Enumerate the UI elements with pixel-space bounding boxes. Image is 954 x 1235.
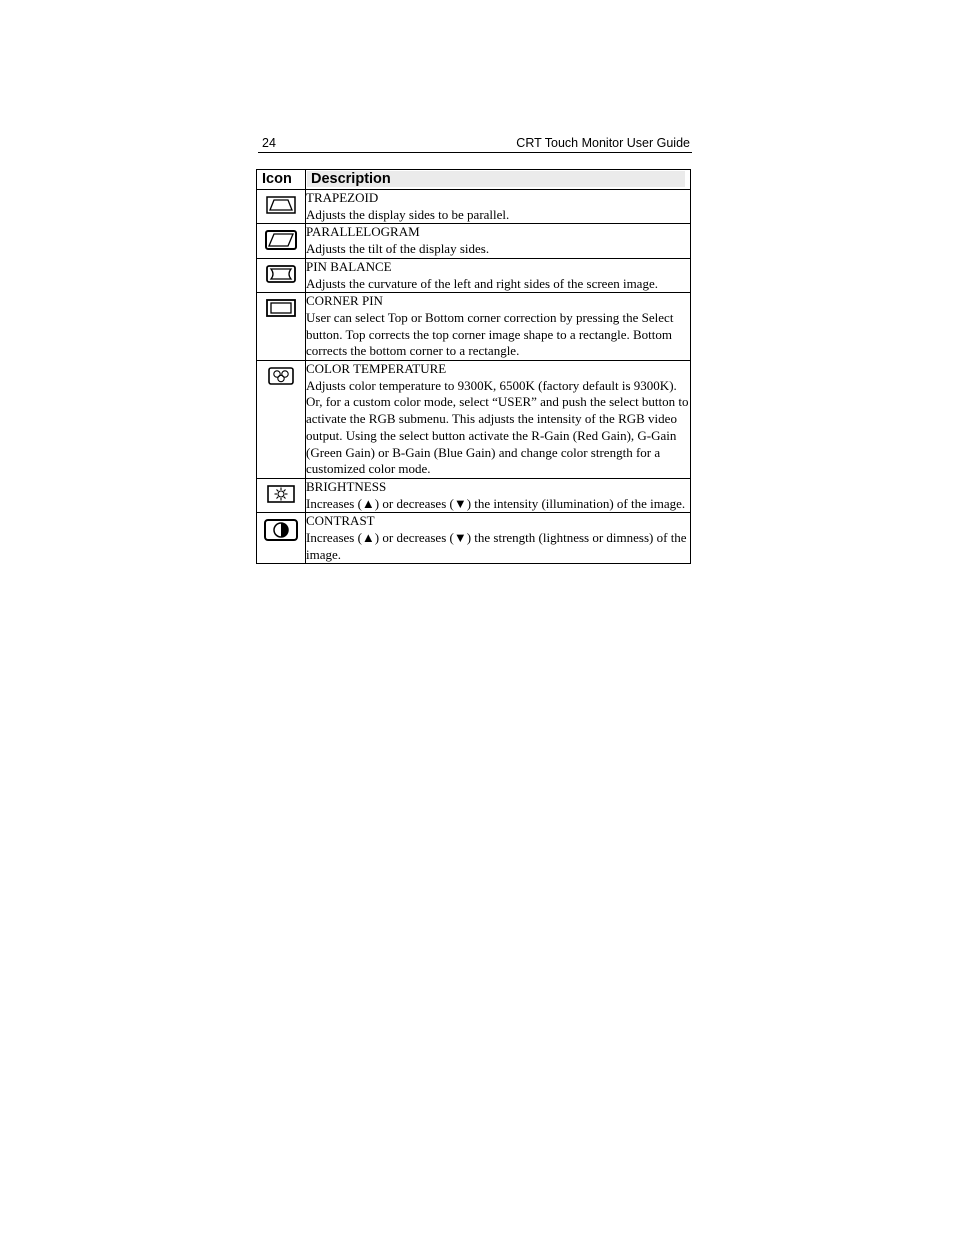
- setting-description: Adjusts the curvature of the left and right sides of the screen image.: [306, 275, 658, 291]
- icon-cell: [257, 258, 306, 292]
- table-row: [257, 361, 691, 479]
- color-temperature-icon: [268, 367, 294, 385]
- setting-description: User can select Top or Bottom corner correction by pressing the Select button. Top corrects the top corner image shape to a rectangle. Bottom corrects the bottom corner to a rectangle.: [306, 309, 674, 359]
- brightness-icon: [267, 485, 295, 503]
- setting-description: Adjusts color temperature to 9300K, 6500K (factory default is 9300K). Or, for a custom color mode, select “USER” and push the select button to activate the RGB submenu. This adjusts the intensity of the RGB video output. Using the select button activate the R-Gain (Red Gain), G-Gain (Green Gain) or B-Gain (Blue Gain) and change color strength for a customized color mode.: [306, 377, 689, 477]
- page-number: 24: [262, 136, 276, 150]
- icon-cell: [257, 293, 306, 361]
- table-row: [257, 293, 691, 361]
- setting-description: Adjusts the tilt of the display sides.: [306, 241, 490, 257]
- icon-cell: [257, 513, 306, 564]
- pin-balance-icon: [266, 265, 296, 283]
- table-row: [257, 513, 691, 564]
- table-row: [257, 258, 691, 292]
- setting-name: COLOR TEMPERATURE: [306, 361, 447, 377]
- setting-name: CONTRAST: [306, 513, 375, 529]
- trapezoid-icon: [266, 196, 296, 214]
- description-column-header: Description: [306, 170, 691, 190]
- guide-title: CRT Touch Monitor User Guide: [516, 136, 690, 150]
- setting-name: BRIGHTNESS: [306, 478, 387, 494]
- icon-cell: [257, 361, 306, 479]
- description-cell: [306, 190, 691, 224]
- setting-description: Adjusts the display sides to be parallel.: [306, 206, 510, 222]
- description-cell: [306, 224, 691, 258]
- osd-icon-table: [256, 169, 691, 564]
- table-header-row: [257, 170, 691, 190]
- icon-cell: [257, 224, 306, 258]
- contrast-icon: [264, 519, 298, 541]
- description-cell: [306, 293, 691, 361]
- icon-column-header: Icon: [257, 170, 306, 190]
- setting-name: PIN BALANCE: [306, 258, 392, 274]
- page-header: [258, 134, 692, 153]
- icon-cell: [257, 190, 306, 224]
- setting-name: CORNER PIN: [306, 293, 383, 309]
- parallelogram-icon: [265, 230, 297, 250]
- corner-pin-icon: [266, 299, 296, 317]
- description-cell: [306, 258, 691, 292]
- setting-description: Increases (▲) or decreases (▼) the intensity (illumination) of the image.: [306, 495, 686, 511]
- table-row: [257, 478, 691, 512]
- table-row: [257, 190, 691, 224]
- table-row: [257, 224, 691, 258]
- icon-cell: [257, 478, 306, 512]
- description-cell: [306, 513, 691, 564]
- description-cell: [306, 361, 691, 479]
- setting-description: Increases (▲) or decreases (▼) the strength (lightness or dimness) of the image.: [306, 530, 687, 562]
- description-cell: [306, 478, 691, 512]
- setting-name: TRAPEZOID: [306, 190, 379, 205]
- setting-name: PARALLELOGRAM: [306, 224, 420, 240]
